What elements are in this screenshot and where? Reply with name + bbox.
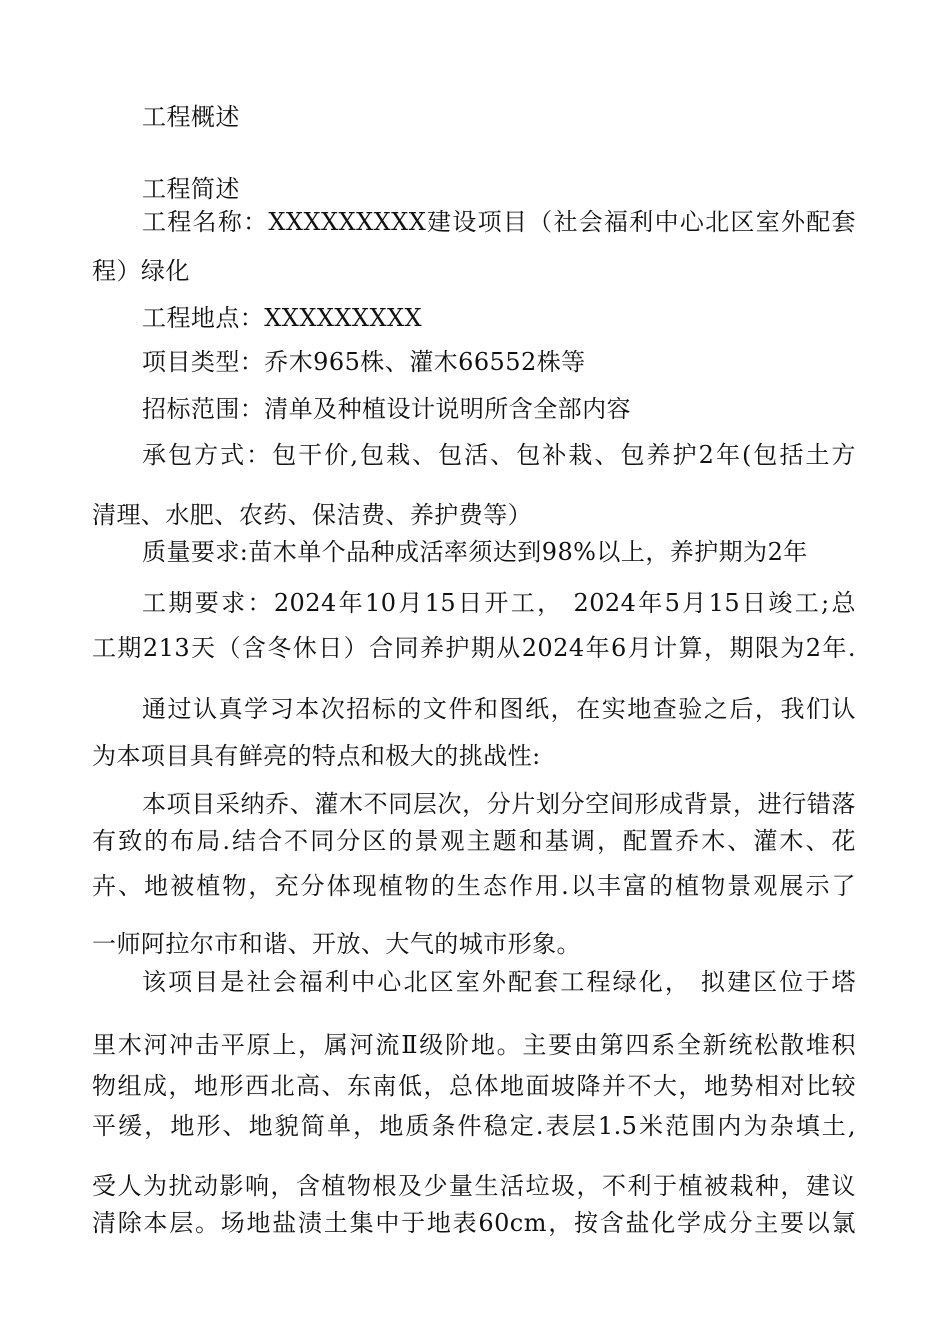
paragraph-3-line-6: 清除本层。场地盐渍土集中于地表60cm，按含盐化学成分主要以氯 bbox=[92, 1209, 856, 1237]
bid-scope: 招标范围：清单及种植设计说明所含全部内容 bbox=[142, 395, 631, 423]
heading-brief: 工程简述 bbox=[142, 175, 240, 203]
paragraph-3-line-5: 受人为扰动影响，含植物根及少量生活垃圾，不利于植被栽种，建议 bbox=[92, 1172, 856, 1200]
paragraph-3-line-1: 该项目是社会福利中心北区室外配套工程绿化， 拟建区位于塔 bbox=[142, 968, 856, 996]
paragraph-2-line-4: 一师阿拉尔市和谐、开放、大气的城市形象。 bbox=[92, 930, 581, 958]
paragraph-1-line-1: 通过认真学习本次招标的文件和图纸，在实地查验之后，我们认 bbox=[142, 695, 856, 723]
contract-line-2: 清理、水肥、农药、保洁费、养护费等） bbox=[92, 501, 533, 529]
paragraph-2-line-1: 本项目采纳乔、灌木不同层次，分片划分空间形成背景，进行错落 bbox=[142, 790, 856, 818]
heading-overview: 工程概述 bbox=[142, 103, 240, 131]
project-type: 项目类型：乔木965株、灌木66552株等 bbox=[142, 348, 586, 376]
paragraph-3-line-4: 平缓，地形、地貌简单，地质条件稳定.表层1.5米范围内为杂填土, bbox=[92, 1112, 856, 1140]
project-location: 工程地点：XXXXXXXXX bbox=[142, 304, 423, 332]
paragraph-2-line-3: 卉、地被植物，充分体现植物的生态作用.以丰富的植物景观展示了 bbox=[92, 872, 856, 900]
paragraph-3-line-3: 物组成，地形西北高、东南低，总体地面坡降并不大，地势相对比较 bbox=[92, 1072, 856, 1100]
contract-line-1: 承包方式：包干价,包栽、包活、包补栽、包养护2年(包括土方 bbox=[142, 441, 856, 469]
project-name-line-2: 程）绿化 bbox=[92, 257, 190, 285]
paragraph-1-line-2: 为本项目具有鲜亮的特点和极大的挑战性: bbox=[92, 742, 541, 770]
paragraph-2-line-2: 有致的布局.结合不同分区的景观主题和基调，配置乔木、灌木、花 bbox=[92, 827, 856, 855]
schedule-line-2: 工期213天（含冬休日）合同养护期从2024年6月计算，期限为2年. bbox=[92, 634, 856, 662]
paragraph-3-line-2: 里木河冲击平原上，属河流Ⅱ级阶地。主要由第四系全新统松散堆积 bbox=[92, 1031, 856, 1059]
schedule-line-1: 工期要求：2024年10月15日开工， 2024年5月15日竣工;总 bbox=[142, 589, 856, 617]
quality-requirement: 质量要求:苗木单个品种成活率须达到98%以上，养护期为2年 bbox=[142, 538, 808, 566]
project-name-line-1: 工程名称：XXXXXXXXX建设项目（社会福利中心北区室外配套 bbox=[142, 208, 856, 236]
